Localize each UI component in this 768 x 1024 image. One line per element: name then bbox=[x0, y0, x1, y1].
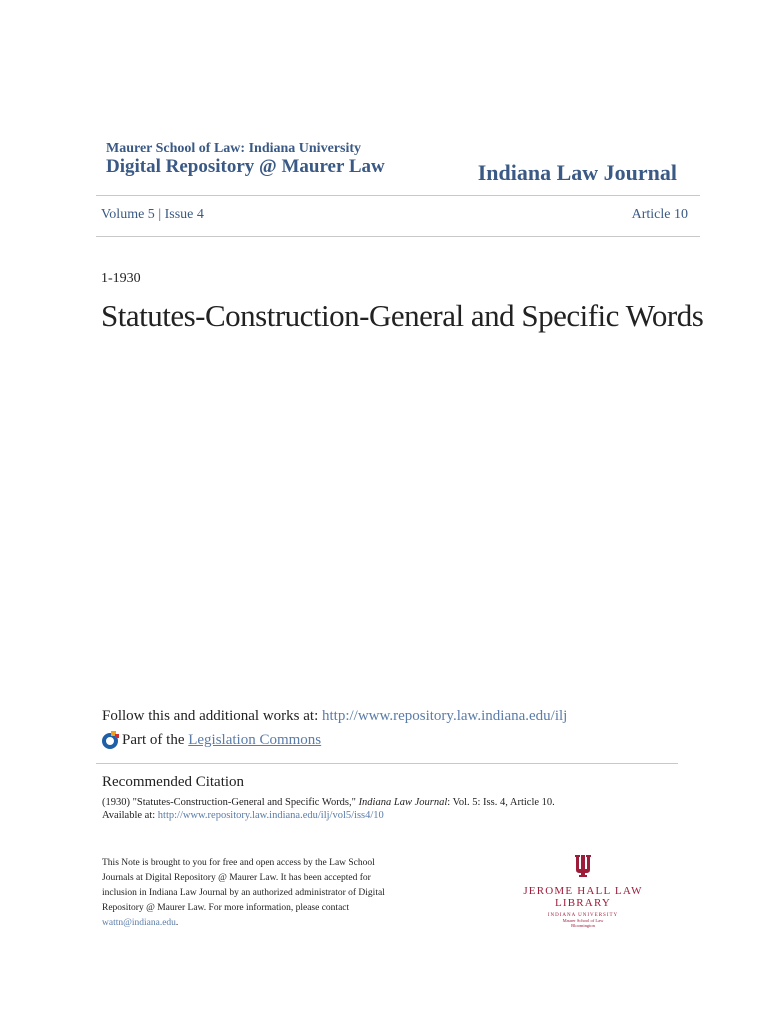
iu-trident-icon bbox=[498, 853, 668, 881]
legislation-commons-link[interactable]: Legislation Commons bbox=[188, 731, 322, 748]
article-number: Article 10 bbox=[631, 207, 688, 222]
contact-email-link[interactable]: wattn@indiana.edu bbox=[102, 918, 176, 928]
commons-icon bbox=[102, 731, 120, 749]
part-of-label: Part of the bbox=[122, 731, 185, 748]
logo-line3: Bloomington bbox=[571, 923, 595, 928]
citation-heading: Recommended Citation bbox=[102, 774, 245, 790]
part-of-line bbox=[102, 731, 321, 749]
citation-journal: Indiana Law Journal bbox=[358, 797, 448, 808]
issue-link[interactable]: Issue 4 bbox=[164, 207, 204, 222]
divider bbox=[96, 195, 700, 196]
note-end: . bbox=[175, 918, 179, 928]
journal-name[interactable]: Indiana Law Journal bbox=[477, 160, 677, 185]
note-text: This Note is brought to you for free and open access by the Law School Journals at Digital Repository @ Maurer Law. It has been accepted for inclusion in Indiana Law Journal by an authorized administrator of Digital Repository @ Maurer Law. For more information, please contact bbox=[102, 858, 385, 913]
citation-text bbox=[102, 796, 555, 822]
library-name: JEROME HALL LAW LIBRARY bbox=[523, 885, 643, 909]
divider bbox=[96, 236, 700, 237]
access-note bbox=[102, 856, 402, 931]
publication-date: 1-1930 bbox=[101, 271, 141, 286]
logo-line1: INDIANA UNIVERSITY bbox=[547, 913, 619, 918]
available-label: Available at: bbox=[102, 810, 158, 821]
citation-post: : Vol. 5: Iss. 4, Article 10. bbox=[447, 797, 555, 808]
article-title: Statutes-Construction-General and Specific Words bbox=[101, 298, 704, 333]
follow-label: Follow this and additional works at: bbox=[102, 708, 322, 724]
follow-line bbox=[102, 708, 567, 725]
logo-line2: Maurer School of Law bbox=[562, 918, 604, 923]
citation-pre: (1930) "Statutes-Construction-General and Specific Words," bbox=[102, 797, 359, 808]
journal-url-link[interactable]: http://www.repository.law.indiana.edu/ilj bbox=[321, 708, 568, 724]
divider bbox=[96, 763, 678, 764]
volume-issue bbox=[101, 207, 204, 223]
institution-name: Maurer School of Law: Indiana University bbox=[106, 141, 361, 156]
separator: | bbox=[158, 207, 162, 222]
library-logo bbox=[498, 853, 668, 928]
volume-link[interactable]: Volume 5 bbox=[101, 207, 155, 222]
repository-name[interactable]: Digital Repository @ Maurer Law bbox=[106, 156, 385, 177]
article-url-link[interactable]: http://www.repository.law.indiana.edu/ilj/vol5/iss4/10 bbox=[157, 810, 384, 821]
